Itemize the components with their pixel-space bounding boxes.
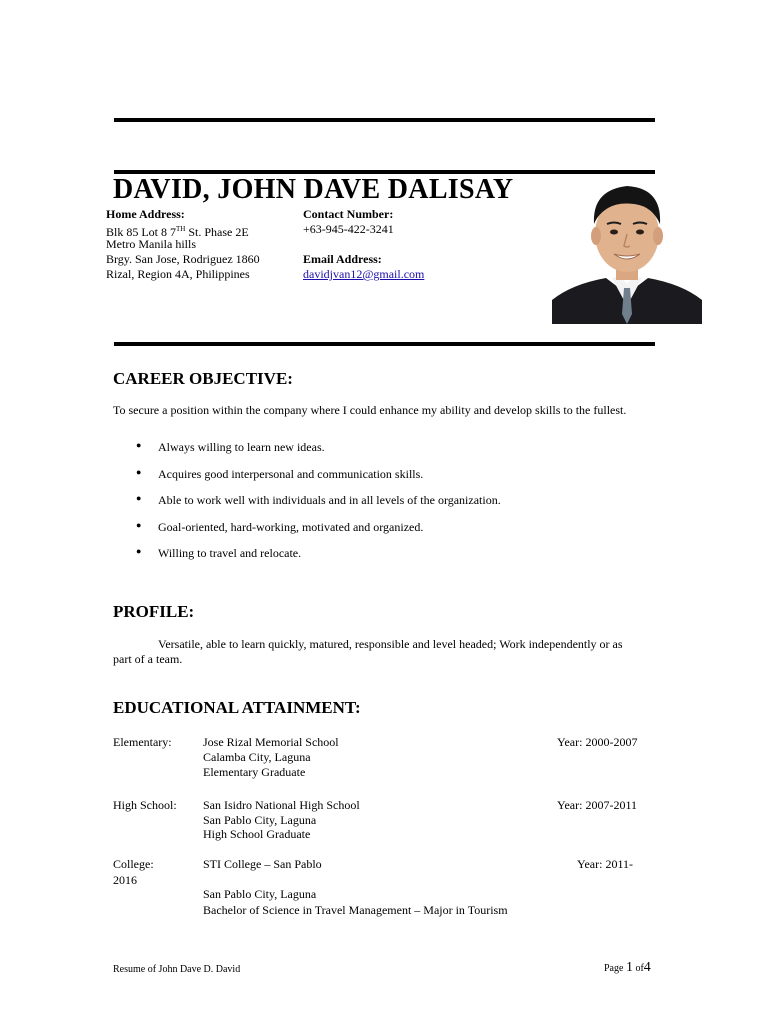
- skills-list: [136, 440, 501, 573]
- edu-college-year: Year: 2011-: [577, 857, 633, 871]
- header-bottom-rule: [114, 342, 655, 346]
- email-label: Email Address:: [303, 252, 382, 266]
- profile-line-1: Versatile, able to learn quickly, matured, responsible and level headed; Work independently or as: [158, 637, 623, 651]
- profile-photo-illustration: [552, 178, 702, 324]
- address-line-3: Brgy. San Jose, Rodriguez 1860: [106, 252, 260, 266]
- list-item: ● Acquires good interpersonal and communication skills.: [136, 467, 501, 494]
- edu-college-level: College:: [113, 857, 154, 871]
- education-heading: EDUCATIONAL ATTAINMENT:: [113, 698, 361, 717]
- top-rule: [114, 118, 655, 122]
- career-objective-heading: CAREER OBJECTIVE:: [113, 369, 293, 388]
- address-line-2: Metro Manila hills: [106, 237, 196, 251]
- profile-photo: [552, 178, 702, 324]
- edu-elementary-location: Calamba City, Laguna: [203, 750, 311, 764]
- list-item: ● Always willing to learn new ideas.: [136, 440, 501, 467]
- list-item: ● Willing to travel and relocate.: [136, 546, 501, 573]
- career-objective-statement: To secure a position within the company where I could enhance my ability and develop skills to the fullest.: [113, 403, 627, 417]
- candidate-name: DAVID, JOHN DAVE DALISAY: [113, 174, 514, 205]
- page-current: 1: [625, 960, 633, 975]
- profile-heading: PROFILE:: [113, 602, 195, 621]
- edu-elementary-level: Elementary:: [113, 735, 172, 749]
- edu-college-year-end: 2016: [113, 873, 137, 887]
- contact-number-label: Contact Number:: [303, 207, 394, 221]
- list-item: ● Able to work well with individuals and in all levels of the organization.: [136, 493, 501, 520]
- edu-highschool-award: High School Graduate: [203, 827, 311, 841]
- edu-highschool-level: High School:: [113, 798, 177, 812]
- edu-highschool-year: Year: 2007-2011: [557, 798, 637, 812]
- edu-highschool-location: San Pablo City, Laguna: [203, 813, 317, 827]
- home-address-label: Home Address:: [106, 207, 185, 221]
- list-item: ● Goal-oriented, hard-working, motivated and organized.: [136, 520, 501, 547]
- page-indicator: Page 1 of4: [604, 960, 651, 975]
- edu-elementary-award: Elementary Graduate: [203, 765, 306, 779]
- page-total: 4: [643, 960, 651, 975]
- edu-college-award: Bachelor of Science in Travel Management – Major in Tourism: [203, 903, 508, 917]
- contact-number: +63-945-422-3241: [303, 222, 394, 236]
- address-line-4: Rizal, Region 4A, Philippines: [106, 267, 250, 281]
- address-line-1: Blk 85 Lot 8 7TH St. Phase 2E: [106, 225, 249, 239]
- edu-college-location: San Pablo City, Laguna: [203, 887, 317, 901]
- footer-title: Resume of John Dave D. David: [113, 964, 241, 975]
- edu-elementary-year: Year: 2000-2007: [557, 735, 638, 749]
- edu-college-school: STI College – San Pablo: [203, 857, 322, 871]
- edu-elementary-school: Jose Rizal Memorial School: [203, 735, 339, 749]
- edu-highschool-school: San Isidro National High School: [203, 798, 360, 812]
- email-link[interactable]: davidjvan12@gmail.com: [303, 267, 425, 281]
- profile-line-2: part of a team.: [113, 652, 183, 666]
